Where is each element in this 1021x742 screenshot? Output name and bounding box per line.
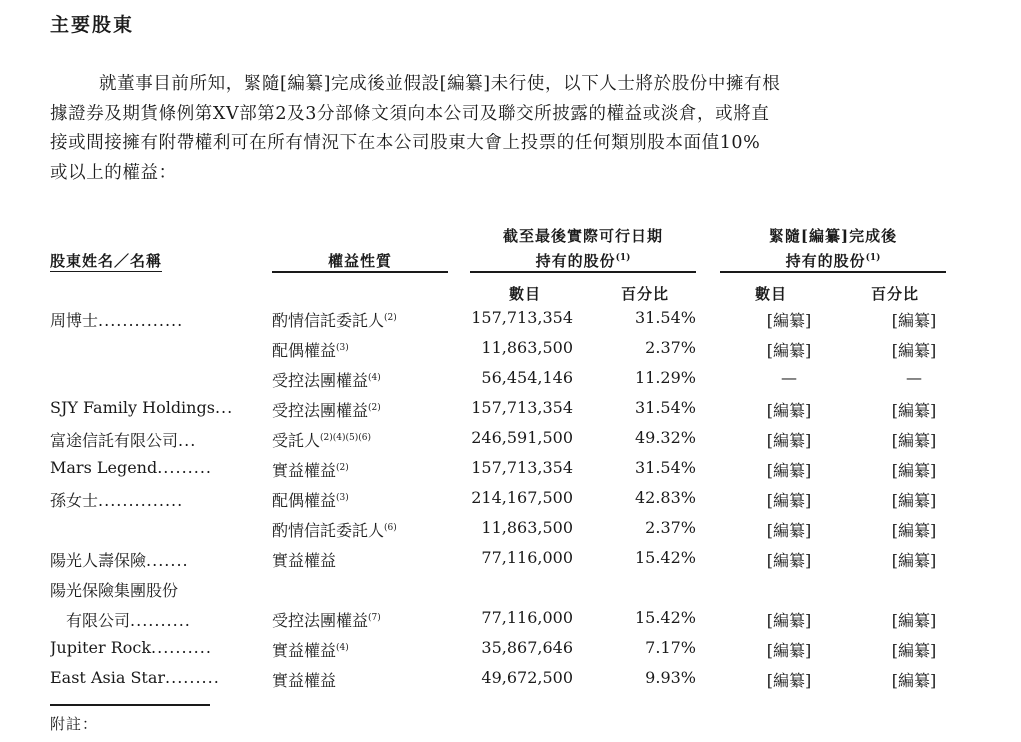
- cell-after-percent: [編纂]: [891, 401, 937, 420]
- cell-shares-percent: 11.29%: [634, 368, 696, 387]
- header-group2-line1: 緊隨[編纂]完成後: [768, 227, 898, 245]
- cell-after-number: [編纂]: [766, 341, 812, 360]
- cell-after-number: [編纂]: [766, 551, 812, 570]
- cell-nature-of-interest: 實益權益: [272, 551, 337, 570]
- cell-nature-of-interest: 酌情信託委託人$^{(6)}$: [272, 521, 397, 540]
- cell-nature-of-interest: 配偶權益$^{(3)}$: [272, 341, 349, 360]
- cell-nature-of-interest: 受控法團權益$^{(7)}$: [272, 611, 381, 630]
- intro-line: 據證券及期貨條例第XV部第2及3分部條文須向本公司及聯交所披露的權益或淡倉，或將直: [50, 103, 770, 124]
- cell-shares-percent: 15.42%: [634, 548, 696, 567]
- cell-after-percent: [編纂]: [891, 521, 937, 540]
- cell-shares-number: 77,116,000: [481, 548, 573, 567]
- header-rule: [470, 271, 696, 273]
- header-group2-line2: 持有的股份$^{(1)}$: [785, 252, 881, 270]
- cell-shareholder-name: SJY Family Holdings...: [50, 398, 234, 417]
- header-group1-line2: 持有的股份$^{(1)}$: [535, 252, 631, 270]
- cell-shares-number: 77,116,000: [481, 608, 573, 627]
- cell-shareholder-name: 周博士..............: [50, 311, 184, 330]
- cell-shareholder-name: Mars Legend.........: [50, 458, 212, 477]
- cell-shares-number: 11,863,500: [481, 518, 573, 537]
- header-rule: [272, 271, 448, 273]
- cell-after-percent: [編纂]: [891, 461, 937, 480]
- subheader-number: 數目: [754, 285, 787, 303]
- cell-shares-number: 35,867,646: [481, 638, 573, 657]
- cell-shares-number: 157,713,354: [471, 308, 573, 327]
- header-nature-of-interest: 權益性質: [327, 252, 392, 270]
- subheader-percent: 百分比: [620, 285, 669, 303]
- cell-after-number: [編纂]: [766, 491, 812, 510]
- cell-shares-number: 214,167,500: [471, 488, 573, 507]
- intro-line: 接或間接擁有附帶權利可在所有情況下在本公司股東大會上投票的任何類別股本面值10%: [50, 133, 761, 153]
- cell-shareholder-name: 陽光保險集團股份: [50, 581, 179, 600]
- cell-shares-number: 49,672,500: [481, 668, 573, 687]
- cell-after-number: [編纂]: [766, 311, 812, 330]
- cell-after-percent: [編纂]: [891, 641, 937, 660]
- cell-shareholder-name: 孫女士..............: [50, 491, 184, 510]
- header-group1-line1: 截至最後實際可行日期: [502, 227, 663, 245]
- cell-shares-percent: 31.54%: [634, 398, 696, 417]
- header-shareholder-name: 股東姓名／名稱: [50, 252, 163, 270]
- cell-shares-number: 157,713,354: [471, 458, 573, 477]
- cell-shares-number: 246,591,500: [471, 428, 573, 447]
- cell-shares-number: 157,713,354: [471, 398, 573, 417]
- cell-after-number: [編纂]: [766, 521, 812, 540]
- cell-nature-of-interest: 受控法團權益$^{(4)}$: [272, 371, 381, 390]
- intro-line: 就董事目前所知，緊隨[編纂]完成後並假設[編纂]未行使，以下人士將於股份中擁有根: [99, 74, 781, 94]
- cell-shares-percent: 9.93%: [645, 668, 696, 687]
- cell-nature-of-interest: 實益權益$^{(2)}$: [272, 461, 349, 480]
- cell-nature-of-interest: 實益權益: [272, 671, 337, 690]
- cell-shares-number: 11,863,500: [481, 338, 573, 357]
- cell-after-number: [編纂]: [766, 401, 812, 420]
- cell-after-percent: —: [906, 368, 922, 387]
- cell-after-percent: [編纂]: [891, 491, 937, 510]
- cell-shares-percent: 49.32%: [634, 428, 696, 447]
- cell-shares-number: 56,454,146: [481, 368, 573, 387]
- cell-shareholder-name: 陽光人壽保險.......: [50, 551, 189, 570]
- cell-shares-percent: 2.37%: [645, 338, 696, 357]
- header-rule: [720, 271, 946, 273]
- cell-shareholder-name: Jupiter Rock..........: [50, 638, 212, 657]
- intro-paragraph: [50, 70, 962, 188]
- cell-shares-percent: 31.54%: [634, 308, 696, 327]
- cell-after-percent: [編纂]: [891, 551, 937, 570]
- footnote-rule: [50, 704, 210, 706]
- cell-shareholder-name: 富途信託有限公司...: [50, 431, 197, 450]
- cell-after-percent: [編纂]: [891, 341, 937, 360]
- cell-after-percent: [編纂]: [891, 311, 937, 330]
- cell-after-number: [編纂]: [766, 431, 812, 450]
- intro-line: 或以上的權益：: [50, 162, 177, 183]
- cell-shareholder-name: 有限公司..........: [66, 611, 191, 630]
- cell-after-percent: [編纂]: [891, 671, 937, 690]
- cell-after-number: [編纂]: [766, 461, 812, 480]
- cell-after-number: [編纂]: [766, 641, 812, 660]
- cell-nature-of-interest: 受控法團權益$^{(2)}$: [272, 401, 381, 420]
- cell-shares-percent: 42.83%: [634, 488, 696, 507]
- subheader-percent: 百分比: [870, 285, 919, 303]
- footnote-label: 附註：: [50, 715, 99, 733]
- subheader-number: 數目: [508, 285, 541, 303]
- cell-after-percent: [編纂]: [891, 611, 937, 630]
- cell-nature-of-interest: 酌情信託委託人$^{(2)}$: [272, 311, 397, 330]
- cell-shares-percent: 2.37%: [645, 518, 696, 537]
- cell-shareholder-name: East Asia Star.........: [50, 668, 220, 687]
- cell-after-percent: [編纂]: [891, 431, 937, 450]
- cell-after-number: —: [781, 368, 797, 387]
- cell-shares-percent: 31.54%: [634, 458, 696, 477]
- cell-after-number: [編纂]: [766, 671, 812, 690]
- cell-after-number: [編纂]: [766, 611, 812, 630]
- section-title: 主要股東: [50, 14, 135, 36]
- cell-nature-of-interest: 受託人$^{(2)(4)(5)(6)}$: [272, 431, 372, 450]
- cell-shares-percent: 15.42%: [634, 608, 696, 627]
- cell-nature-of-interest: 實益權益$^{(4)}$: [272, 641, 349, 660]
- cell-shares-percent: 7.17%: [645, 638, 696, 657]
- cell-nature-of-interest: 配偶權益$^{(3)}$: [272, 491, 349, 510]
